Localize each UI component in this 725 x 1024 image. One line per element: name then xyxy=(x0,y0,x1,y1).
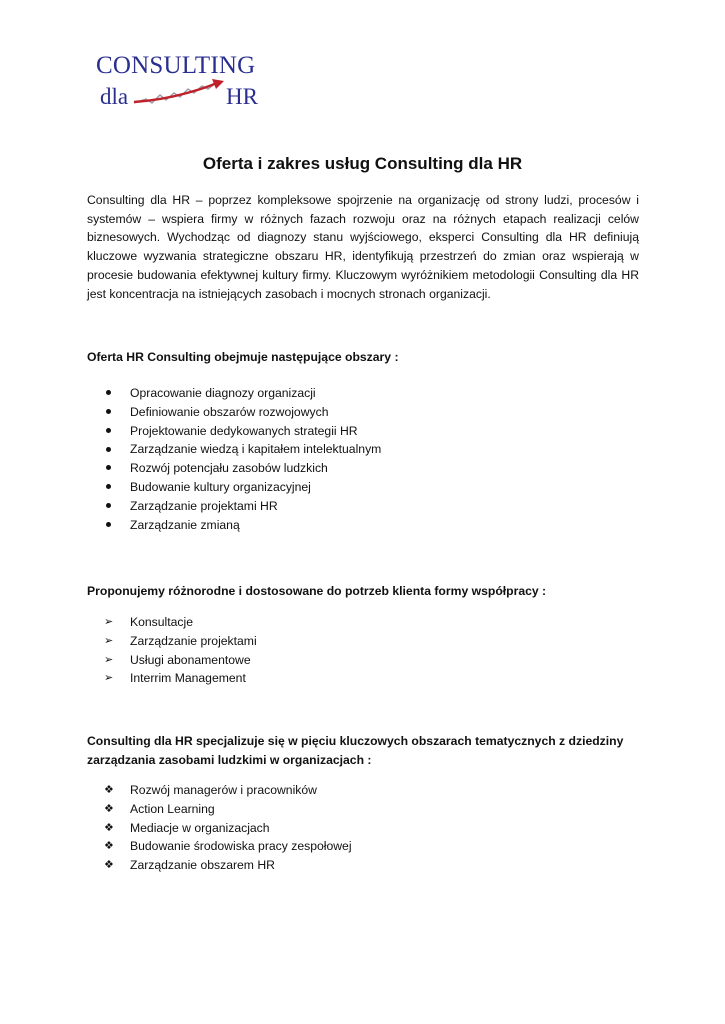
logo-arrow-icon xyxy=(132,78,228,106)
logo-hr-text: HR xyxy=(226,84,258,109)
bullet-dot-icon xyxy=(104,497,118,516)
arrowhead-bullet-icon: ➢ xyxy=(104,634,114,647)
list-item: Opracowanie diagnozy organizacji xyxy=(104,384,381,403)
section-heading-specialization: Consulting dla HR specjalizuje się w pięciu kluczowych obszarach tematycznych z dziedziny zarządzania zasobami ludzkimi w organizacjach : xyxy=(87,734,624,767)
page-title: Oferta i zakres usług Consulting dla HR xyxy=(202,154,523,173)
company-logo xyxy=(96,50,276,112)
list-item: Zarządzanie wiedzą i kapitałem intelektualnym xyxy=(104,440,381,459)
bullet-dot-icon xyxy=(104,478,118,497)
list-item: ➢ Usługi abonamentowe xyxy=(104,651,257,670)
bullet-dot-icon xyxy=(104,459,118,478)
diamond-bullet-icon: ❖ xyxy=(104,784,114,796)
logo-consulting-text: CONSULTING xyxy=(96,52,256,79)
logo-dla-text: dla xyxy=(100,84,129,109)
list-item: ❖ Budowanie środowiska pracy zespołowej xyxy=(104,837,352,856)
diamond-bullet-icon: ❖ xyxy=(104,859,114,872)
list-item: Definiowanie obszarów rozwojowych xyxy=(104,403,381,422)
bullet-dot-icon xyxy=(104,440,118,459)
list-item: ➢ Zarządzanie projektami xyxy=(104,632,257,651)
list-item: ❖ Mediacje w organizacjach xyxy=(104,819,352,838)
cooperation-forms-list xyxy=(104,613,257,688)
list-item: Rozwój potencjału zasobów ludzkich xyxy=(104,459,381,478)
list-item: Budowanie kultury organizacyjnej xyxy=(104,478,381,497)
list-item: Zarządzanie zmianą xyxy=(104,516,381,535)
diamond-bullet-icon: ❖ xyxy=(104,802,114,815)
list-item: ❖ Rozwój managerów i pracowników xyxy=(104,781,352,800)
arrowhead-bullet-icon: ➢ xyxy=(104,616,114,628)
intro-paragraph: Consulting dla HR – poprzez kompleksowe spojrzenie na organizację od strony ludzi, procesów i systemów – wspiera firmy w różnych fazach rozwoju oraz na różnych etapach realizacji celów biznesowych. Wychodząc od diagnozy stanu wyjściowego, eksperci Consulting dla HR definiują kluczowe wyzwania strategiczne obszaru HR, identyfikują przestrzeń do zmian oraz wspierają w procesie budowania efektywnej kultury firmy. Kluczowym wyróżnikiem metodologii Consulting dla HR jest koncentracja na istniejących zasobach i mocnych stronach organizacji. xyxy=(87,193,639,301)
offer-areas-list xyxy=(104,384,381,534)
bullet-dot-icon xyxy=(104,422,118,441)
specialization-areas-list xyxy=(104,781,352,875)
list-item: Zarządzanie projektami HR xyxy=(104,497,381,516)
arrowhead-bullet-icon: ➢ xyxy=(104,672,114,685)
list-item: ➢ Konsultacje xyxy=(104,613,257,632)
bullet-dot-icon xyxy=(104,384,118,403)
bullet-dot-icon xyxy=(104,403,118,422)
arrowhead-bullet-icon: ➢ xyxy=(104,653,114,666)
list-item: ➢ Interrim Management xyxy=(104,669,257,688)
diamond-bullet-icon: ❖ xyxy=(104,840,114,853)
list-item: ❖ Action Learning xyxy=(104,800,352,819)
list-item: ❖ Zarządzanie obszarem HR xyxy=(104,856,352,875)
diamond-bullet-icon: ❖ xyxy=(104,821,114,834)
section-heading-offer: Oferta HR Consulting obejmuje następujące obszary : xyxy=(87,350,399,364)
list-item: Projektowanie dedykowanych strategii HR xyxy=(104,422,381,441)
bullet-dot-icon xyxy=(104,516,118,535)
section-heading-cooperation: Proponujemy różnorodne i dostosowane do potrzeb klienta formy współpracy : xyxy=(87,584,547,598)
